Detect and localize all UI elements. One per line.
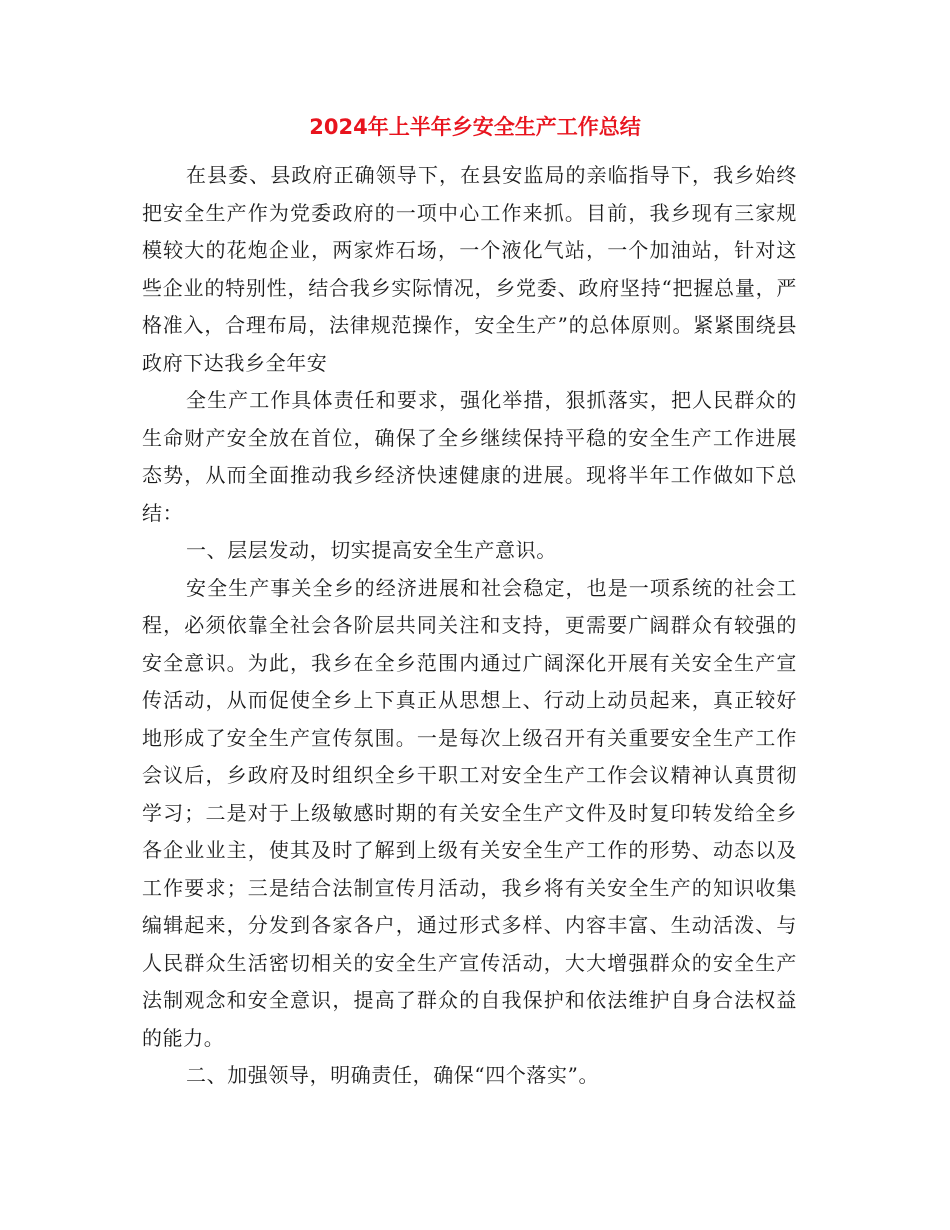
document-body — [142, 157, 797, 1095]
section-heading-1: 一、层层发动，切实提高安全生产意识。 — [186, 538, 557, 562]
paragraph-intro: 在县委、县政府正确领导下，在县安监局的亲临指导下，我乡始终把安全生产作为党委政府的一项中心工作来抓。目前，我乡现有三家规模较大的花炮企业，两家炸石场，一个液化气站，一个加油站，针对这些企业的特别性，结合我乡实际情况，乡党委、政府坚持“把握总量，严格准入，合理布局，法律规范操作，安全生产”的总体原则。紧紧围绕县政府下达我乡全年安 — [142, 163, 797, 375]
paragraph-section-1: 安全生产事关全乡的经济进展和社会稳定，也是一项系统的社会工程，必须依靠全社会各阶层共同关注和支持，更需要广阔群众有较强的安全意识。为此，我乡在全乡范围内通过广阔深化开展有关安全生产宣传活动，从而促使全乡上下真正从思想上、行动上动员起来，真正较好地形成了安全生产宣传氛围。一是每次上级召开有关重要安全生产工作会议后，乡政府及时组织全乡干职工对安全生产工作会议精神认真贯彻学习；二是对于上级敏感时期的有关安全生产文件及时复印转发给全乡各企业业主，使其及时了解到上级有关安全生产工作的形势、动态以及工作要求；三是结合法制宣传月活动，我乡将有关安全生产的知识收集编辑起来，分发到各家各户，通过形式多样、内容丰富、生动活泼、与人民群众生活密切相关的安全生产宣传活动，大大增强群众的安全生产法制观念和安全意识，提高了群众的自我保护和依法维护自身合法权益的能力。 — [142, 575, 797, 1050]
section-heading-2: 二、加强领导，明确责任，确保“四个落实”。 — [186, 1063, 600, 1087]
document-title: 2024年上半年乡安全生产工作总结 — [309, 115, 641, 139]
paragraph-intro-continued: 全生产工作具体责任和要求，强化举措，狠抓落实，把人民群众的生命财产安全放在首位，确保了全乡继续保持平稳的安全生产工作进展态势，从而全面推动我乡经济快速健康的进展。现将半年工作做如下总结： — [142, 388, 797, 525]
